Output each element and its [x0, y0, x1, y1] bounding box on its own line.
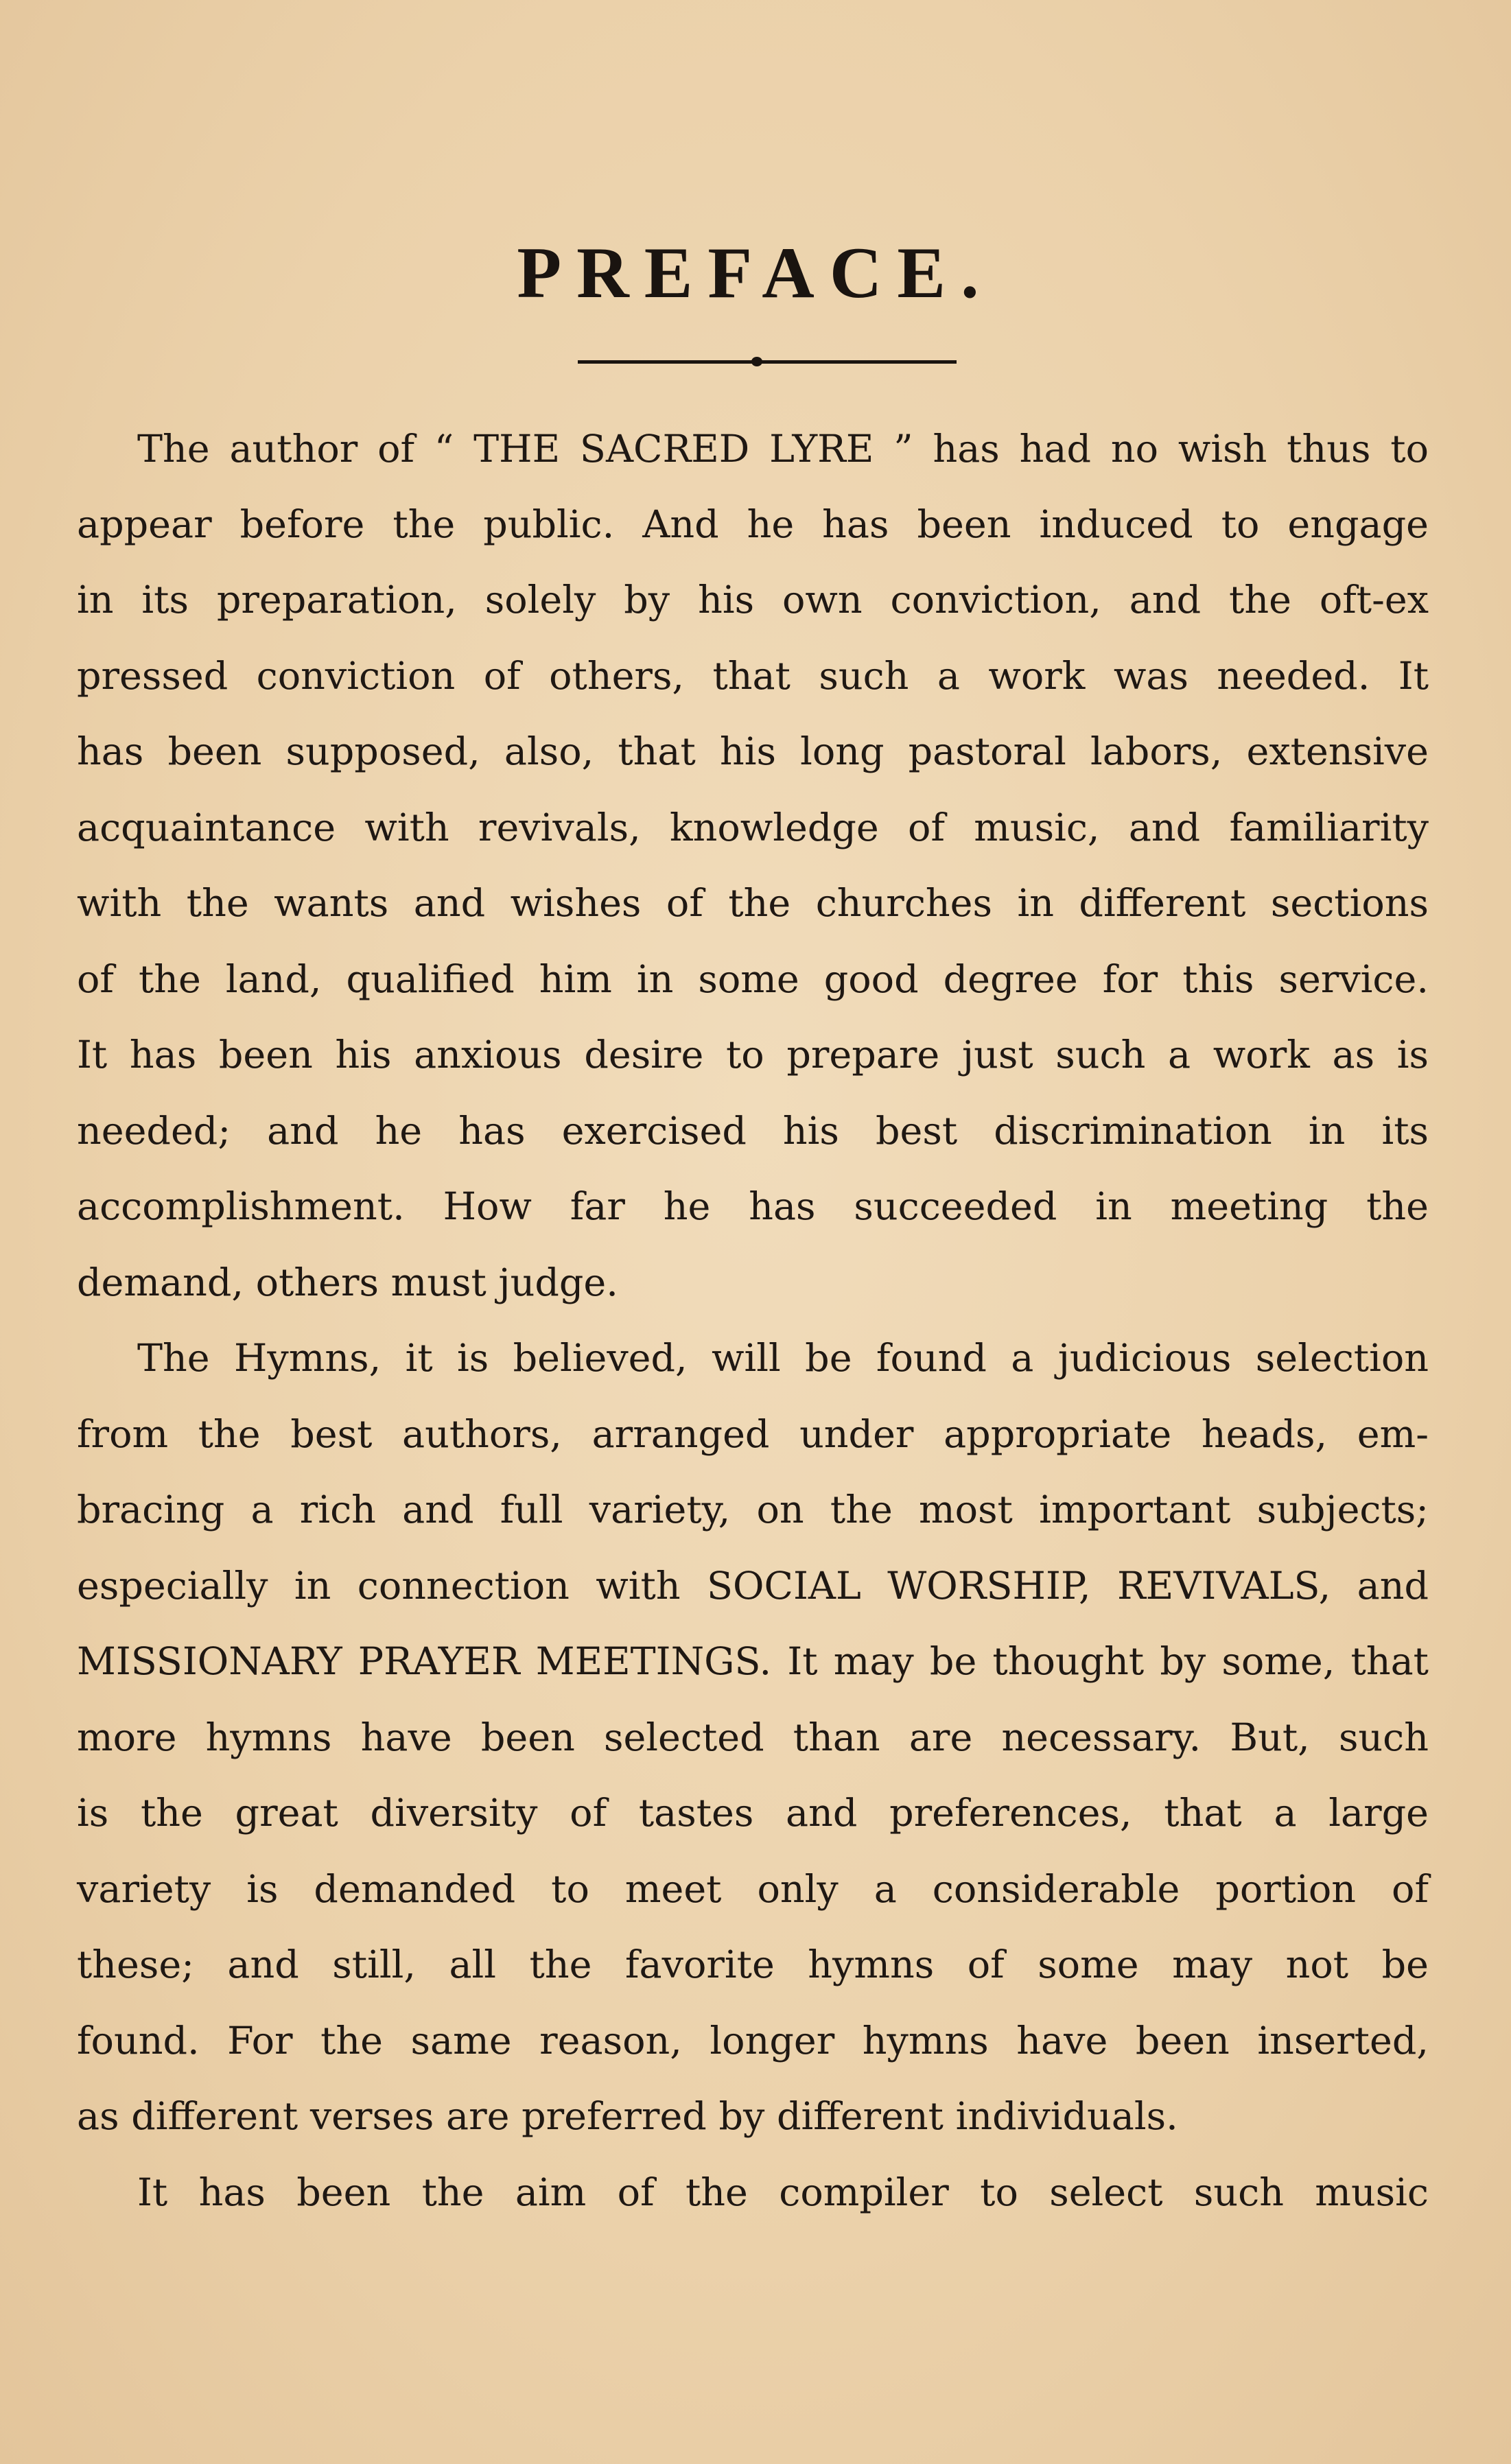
text-line: pressed conviction of others, that such a work was needed. It [77, 654, 1429, 699]
text-line: appear before the public. And he has been induced to engage [77, 502, 1429, 547]
text-line: with the wants and wishes of the churches in different sections [77, 881, 1429, 926]
page-title: PREFACE. [517, 233, 994, 313]
title-divider [578, 360, 957, 364]
text-line: MISSIONARY PRAYER MEETINGS. It may be thought by some, that [77, 1639, 1429, 1684]
text-line: variety is demanded to meet only a considerable portion of [77, 1867, 1429, 1912]
text-line: especially in connection with SOCIAL WORSHIP, REVIVALS, and [77, 1564, 1429, 1608]
text-line: needed; and he has exercised his best discrimination in its [77, 1109, 1429, 1153]
text-line: these; and still, all the favorite hymns of some may not be [77, 1943, 1429, 1987]
text-line: is the great diversity of tastes and preferences, that a large [77, 1791, 1429, 1835]
text-line: The author of “ THE SACRED LYRE ” has had no wish thus to [137, 427, 1429, 471]
text-line: It has been the aim of the compiler to select such music [137, 2170, 1429, 2215]
text-line: from the best authors, arranged under appropriate heads, em- [77, 1412, 1429, 1457]
text-line: acquaintance with revivals, knowledge of music, and familiarity [77, 806, 1429, 850]
text-line: It has been his anxious desire to prepare just such a work as is [77, 1033, 1429, 1077]
text-line: bracing a rich and full variety, on the most important subjects; [77, 1488, 1429, 1532]
text-line: accomplishment. How far he has succeeded in meeting the [77, 1184, 1429, 1229]
text-line: demand, others must judge. [77, 1260, 618, 1305]
text-line: of the land, qualified him in some good degree for this service. [77, 957, 1429, 1002]
text-line: in its preparation, solely by his own conviction, and the oft-ex [77, 578, 1429, 622]
text-line: has been supposed, also, that his long pastoral labors, extensive [77, 729, 1429, 774]
divider-ornament [751, 357, 762, 366]
text-line: The Hymns, it is believed, will be found a judicious selection [137, 1336, 1429, 1381]
text-line: as different verses are preferred by different individuals. [77, 2094, 1178, 2139]
text-line: found. For the same reason, longer hymns have been inserted, [77, 2019, 1429, 2063]
text-line: more hymns have been selected than are necessary. But, such [77, 1715, 1429, 1760]
